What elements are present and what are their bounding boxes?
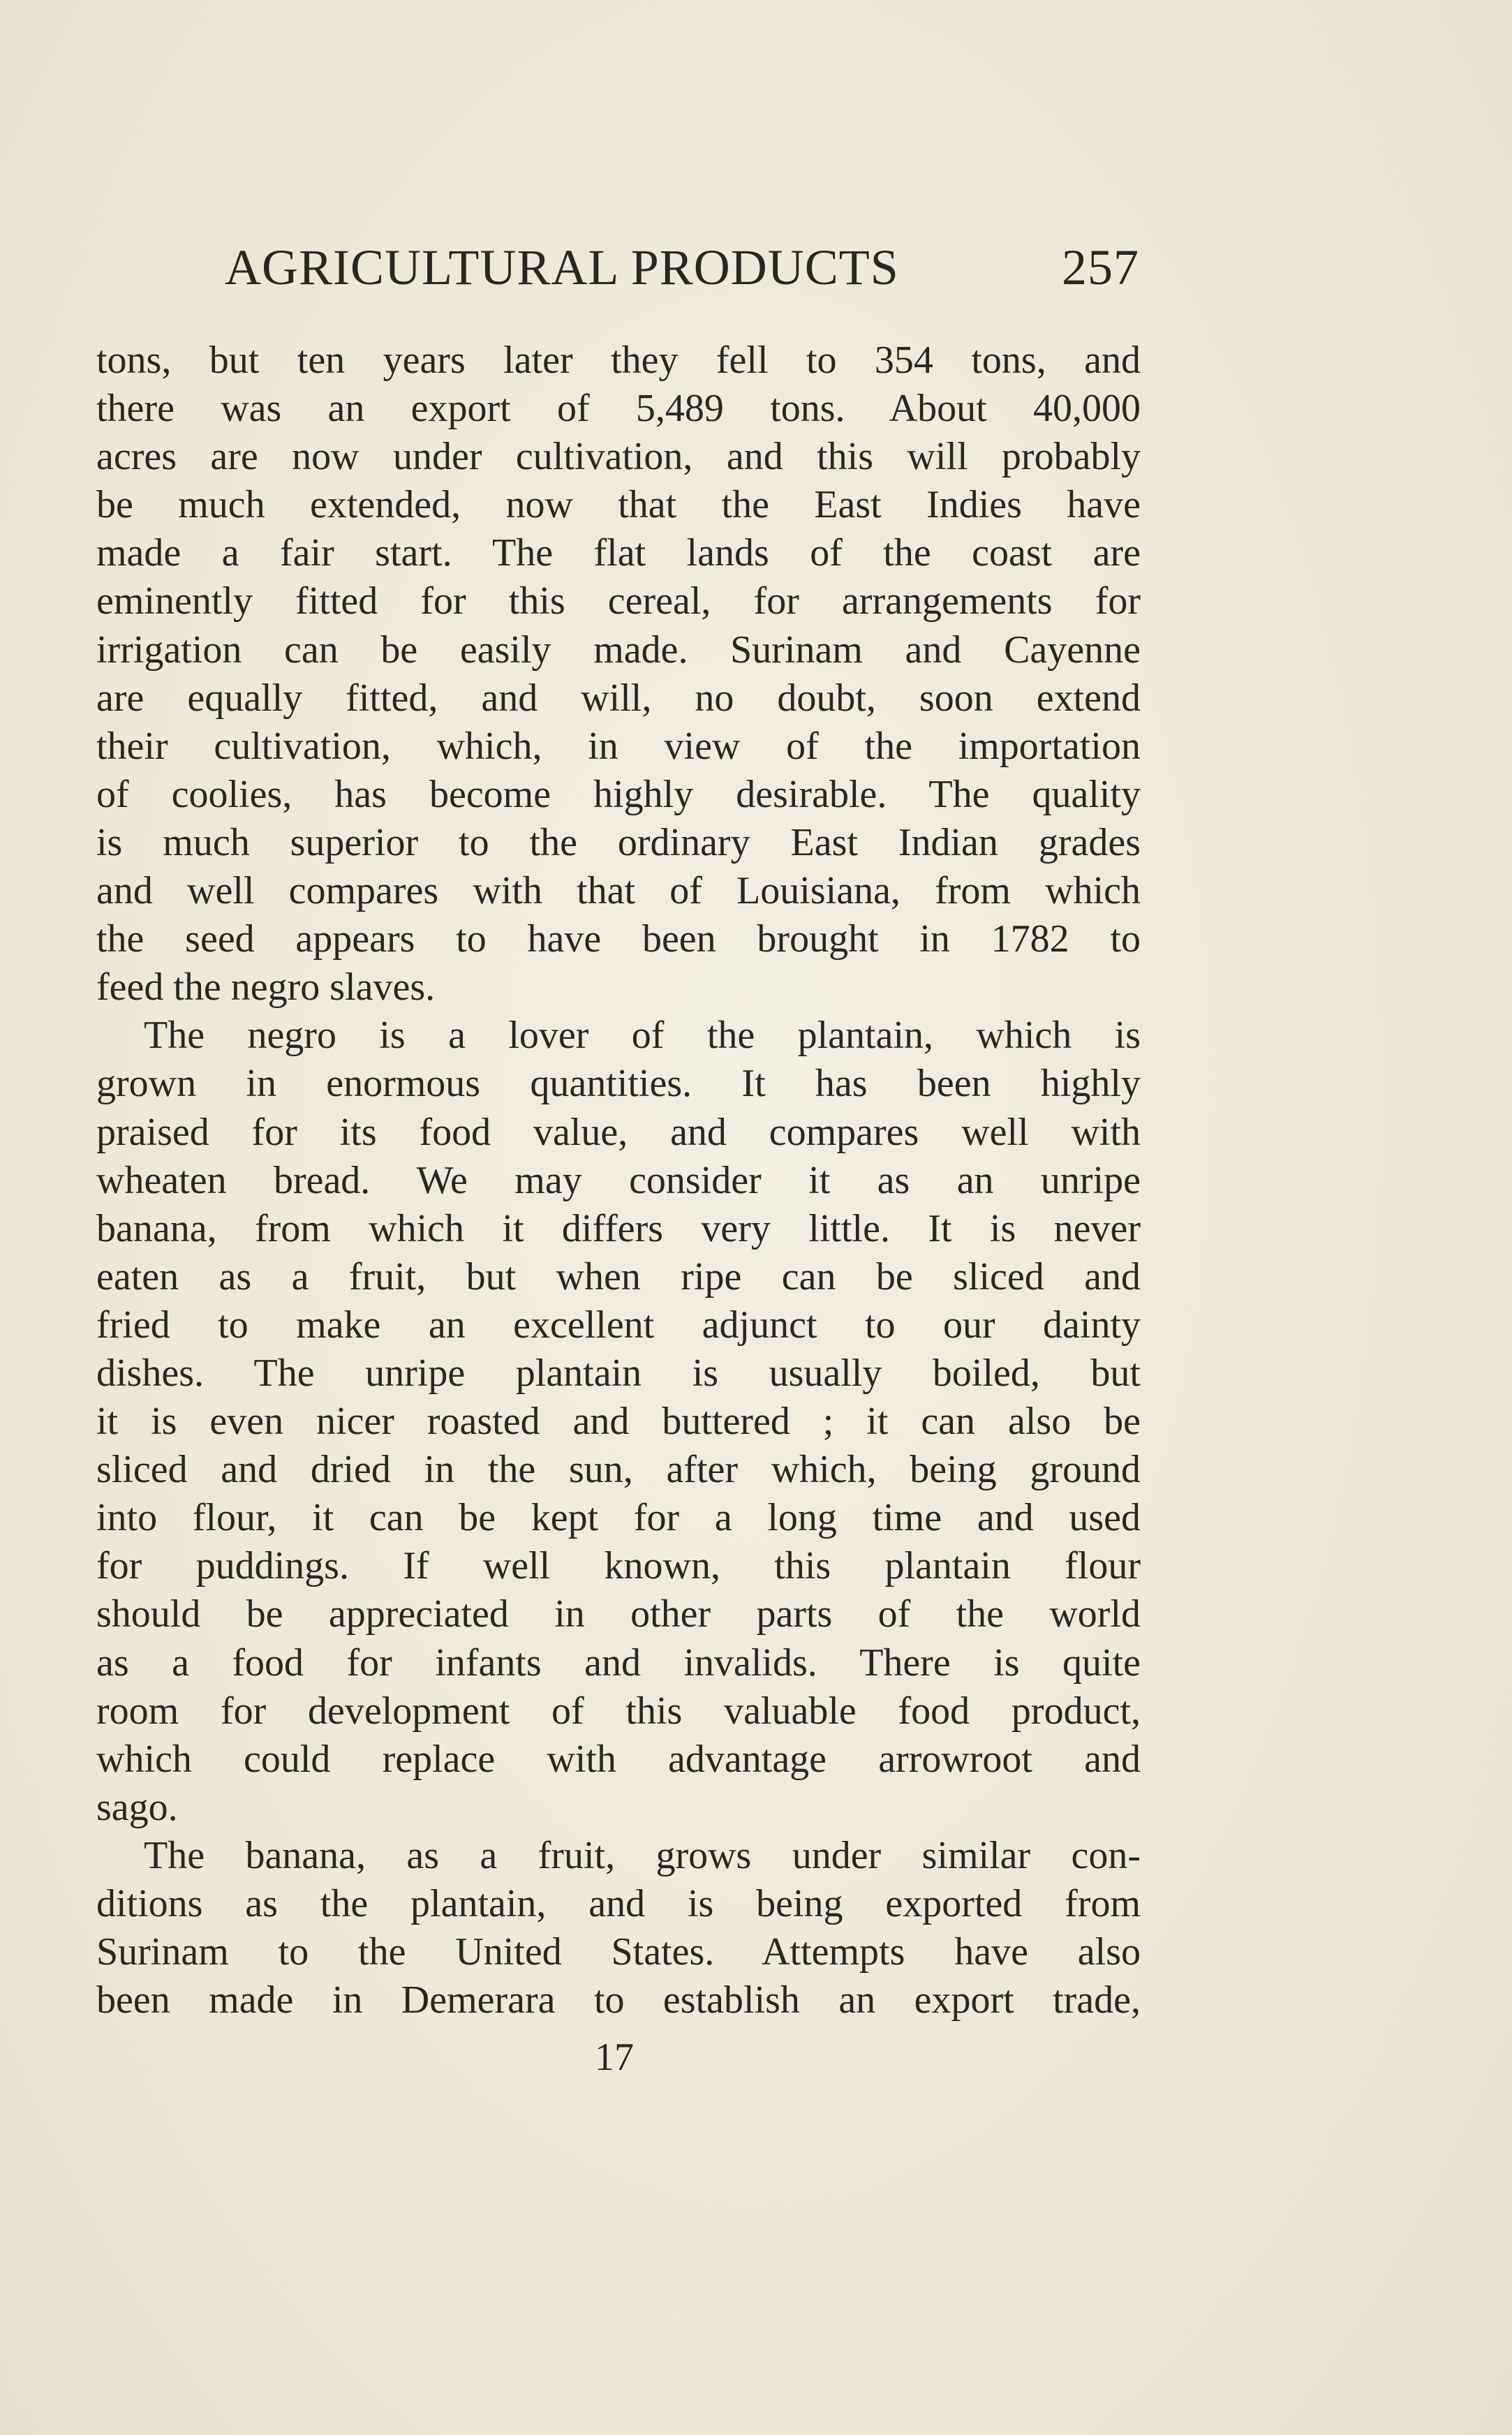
text-line: Surinam to the United States. Attempts have also <box>96 1930 1141 1974</box>
text-line: should be appreciated in other parts of the world <box>96 1592 1141 1636</box>
paragraph-2 <box>96 1012 1141 1832</box>
paragraph-3 <box>96 1832 1141 2025</box>
paragraph-1 <box>96 336 1141 1012</box>
text-line: be much extended, now that the East Indies have <box>96 483 1141 527</box>
text-line: room for development of this valuable food product, <box>96 1689 1141 1733</box>
text-line: for puddings. If well known, this plantain flour <box>96 1544 1141 1588</box>
page-number: 257 <box>1062 239 1139 295</box>
text-line: there was an export of 5,489 tons. About 40,000 <box>96 387 1141 431</box>
text-line: made a fair start. The flat lands of the coast are <box>96 531 1141 575</box>
text-line: which could replace with advantage arrowroot and <box>96 1737 1141 1781</box>
text-line: banana, from which it differs very little. It is never <box>96 1206 1141 1250</box>
text-line: fried to make an excellent adjunct to our dainty <box>96 1303 1141 1347</box>
text-line: it is even nicer roasted and buttered ; it can also be <box>96 1400 1141 1444</box>
text-line: praised for its food value, and compares well with <box>96 1110 1141 1154</box>
text-line: grown in enormous quantities. It has been highly <box>96 1062 1141 1106</box>
text-line: tons, but ten years later they fell to 354 tons, and <box>96 339 1141 382</box>
text-line: irrigation can be easily made. Surinam and Cayenne <box>96 628 1141 672</box>
text-line: been made in Demerara to establish an export trade, <box>96 1978 1141 2022</box>
text-line: The banana, as a fruit, grows under similar con- <box>144 1833 1141 1877</box>
text-line: sago. <box>96 1785 178 1829</box>
text-line: dishes. The unripe plantain is usually boiled, but <box>96 1351 1141 1395</box>
text-line: ditions as the plantain, and is being exported from <box>96 1882 1141 1925</box>
text-line: into flour, it can be kept for a long time and used <box>96 1496 1141 1540</box>
text-line: eminently fitted for this cereal, for arrangements for <box>96 579 1141 623</box>
text-line: their cultivation, which, in view of the importation <box>96 724 1141 768</box>
signature-mark: 17 <box>595 2036 634 2079</box>
text-line: is much superior to the ordinary East Indian grades <box>96 820 1141 864</box>
chapter-title: AGRICULTURAL PRODUCTS <box>225 239 899 295</box>
text-line: The negro is a lover of the plantain, which is <box>144 1014 1141 1058</box>
text-line: eaten as a fruit, but when ripe can be sliced and <box>96 1254 1141 1298</box>
body-text <box>96 336 1141 2025</box>
text-line: feed the negro slaves. <box>96 965 436 1009</box>
text-line: and well compares with that of Louisiana, from which <box>96 869 1141 913</box>
text-line: are equally fitted, and will, no doubt, soon extend <box>96 676 1141 720</box>
text-line: wheaten bread. We may consider it as an unripe <box>96 1158 1141 1202</box>
text-line: of coolies, has become highly desirable. The quality <box>96 772 1141 816</box>
text-line: sliced and dried in the sun, after which, being ground <box>96 1448 1141 1492</box>
running-head <box>225 236 1139 299</box>
text-line: as a food for infants and invalids. There is quite <box>96 1641 1141 1685</box>
text-line: the seed appears to have been brought in 1782 to <box>96 917 1141 961</box>
text-line: acres are now under cultivation, and this will probably <box>96 435 1141 479</box>
